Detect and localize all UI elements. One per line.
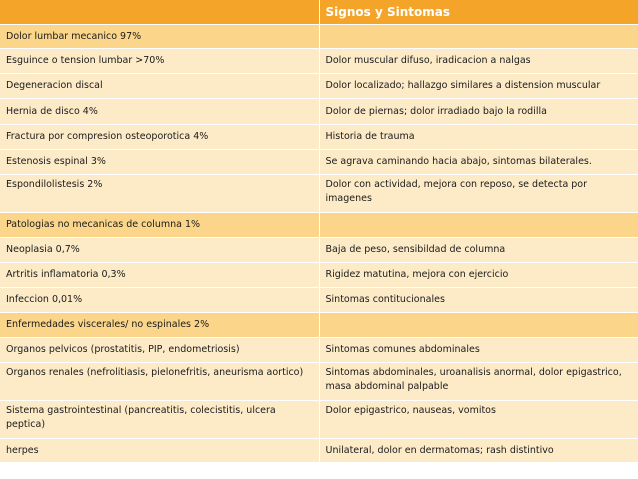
condition-cell: Espondilolistesis 2%	[0, 175, 319, 213]
symptom-cell: Unilateral, dolor en dermatomas; rash distintivo	[319, 439, 638, 463]
condition-cell: Infeccion 0,01%	[0, 288, 319, 313]
condition-cell: Organos pelvicos (prostatitis, PIP, endometriosis)	[0, 338, 319, 363]
table-row	[0, 363, 638, 401]
header-cell-category	[0, 0, 319, 25]
symptom-cell: Dolor de piernas; dolor irradiado bajo la rodilla	[319, 99, 638, 125]
header-cell-signs: Signos y Sintomas	[319, 0, 638, 25]
condition-cell: Patologias no mecanicas de columna 1%	[0, 213, 319, 238]
table-row	[0, 74, 638, 99]
table-row	[0, 125, 638, 150]
condition-cell: Artritis inflamatoria 0,3%	[0, 263, 319, 288]
condition-cell: Hernia de disco 4%	[0, 99, 319, 125]
condition-cell: Degeneracion discal	[0, 74, 319, 99]
table-row	[0, 263, 638, 288]
symptom-cell: Rigidez matutina, mejora con ejercicio	[319, 263, 638, 288]
symptom-cell	[319, 213, 638, 238]
symptom-cell	[319, 25, 638, 49]
symptom-cell: Dolor muscular difuso, iradicacion a nalgas	[319, 49, 638, 74]
section-row	[0, 213, 638, 238]
condition-cell: Estenosis espinal 3%	[0, 150, 319, 175]
condition-cell: Neoplasia 0,7%	[0, 238, 319, 263]
condition-cell: Sistema gastrointestinal (pancreatitis, colecistitis, ulcera peptica)	[0, 401, 319, 439]
symptom-cell: Sintomas comunes abdominales	[319, 338, 638, 363]
symptom-cell: Dolor localizado; hallazgo similares a distension muscular	[319, 74, 638, 99]
symptom-cell: Sintomas abdominales, uroanalisis anormal, dolor epigastrico, masa abdominal palpable	[319, 363, 638, 401]
table-row	[0, 99, 638, 125]
table-row	[0, 338, 638, 363]
condition-cell: Esguince o tension lumbar >70%	[0, 49, 319, 74]
table-row	[0, 238, 638, 263]
table-row	[0, 49, 638, 74]
symptom-cell: Sintomas contitucionales	[319, 288, 638, 313]
symptom-cell: Baja de peso, sensibildad de columna	[319, 238, 638, 263]
section-row	[0, 25, 638, 49]
condition-cell: herpes	[0, 439, 319, 463]
symptom-cell	[319, 313, 638, 338]
table-row	[0, 401, 638, 439]
table-row	[0, 150, 638, 175]
table-row	[0, 439, 638, 463]
symptom-cell: Se agrava caminando hacia abajo, sintomas bilaterales.	[319, 150, 638, 175]
condition-cell: Dolor lumbar mecanico 97%	[0, 25, 319, 49]
table-row	[0, 288, 638, 313]
section-row	[0, 313, 638, 338]
condition-cell: Enfermedades viscerales/ no espinales 2%	[0, 313, 319, 338]
condition-cell: Fractura por compresion osteoporotica 4%	[0, 125, 319, 150]
symptom-cell: Dolor con actividad, mejora con reposo, se detecta por imagenes	[319, 175, 638, 213]
condition-cell: Organos renales (nefrolitiasis, pielonefritis, aneurisma aortico)	[0, 363, 319, 401]
symptom-cell: Historia de trauma	[319, 125, 638, 150]
symptom-cell: Dolor epigastrico, nauseas, vomitos	[319, 401, 638, 439]
header-row	[0, 0, 638, 25]
table-row	[0, 175, 638, 213]
